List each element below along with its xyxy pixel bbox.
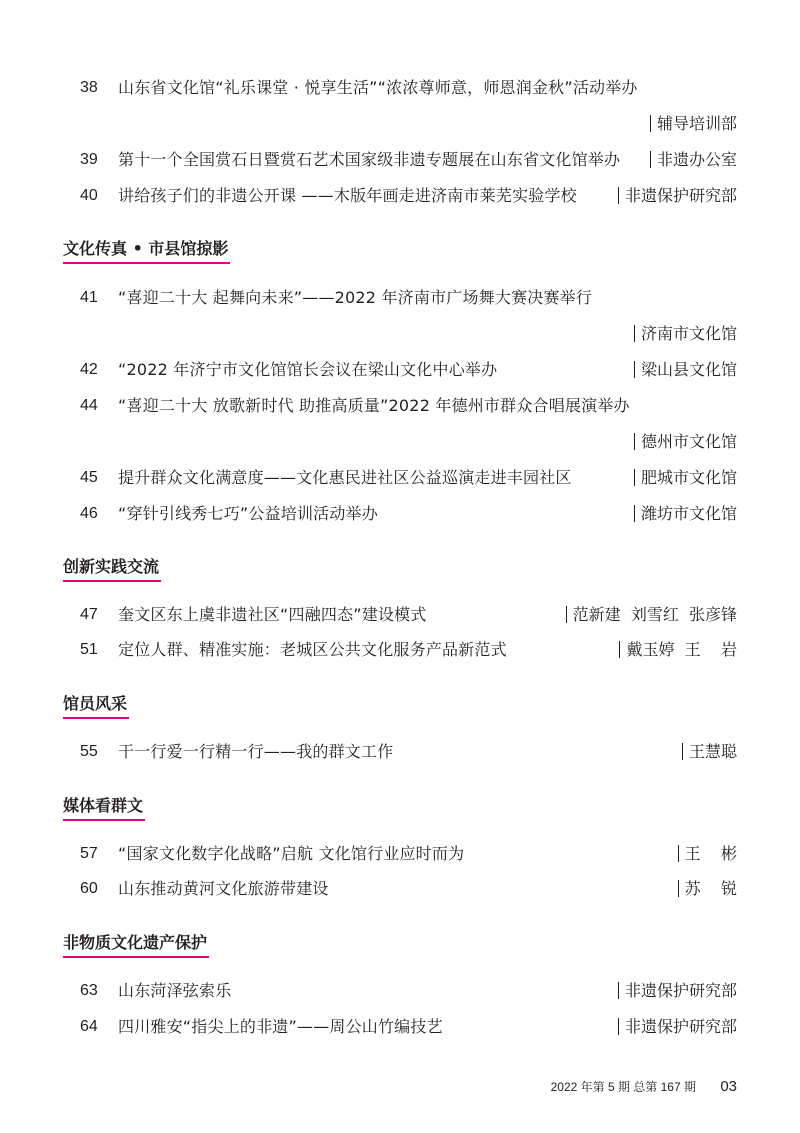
- entry-source: 戴玉婷 王 岩: [619, 636, 737, 664]
- separator-bar: [678, 845, 679, 862]
- page-footer: [0, 1077, 800, 1097]
- entry-page-number: 45: [80, 469, 98, 486]
- separator-bar: [634, 505, 635, 522]
- toc-entry[interactable]: [0, 392, 800, 420]
- entry-page-number: 39: [80, 151, 98, 168]
- entry-page-number: 47: [80, 606, 98, 623]
- entry-title: 定位人群、精准实施：老城区公共文化服务产品新范式: [118, 640, 507, 659]
- entry-title: 山东省文化馆“礼乐课堂 · 悦享生活”“浓浓尊师意，师恩润金秋”活动举办: [118, 78, 638, 97]
- entry-page-number: 42: [80, 361, 98, 378]
- toc-entry[interactable]: [0, 284, 800, 312]
- entry-title: 干一行爱一行精一行——我的群文工作: [118, 742, 394, 761]
- entry-page-number: 44: [80, 397, 98, 414]
- entry-source: 济南市文化馆: [634, 320, 737, 348]
- section-underline: [63, 580, 161, 582]
- toc-entry[interactable]: [0, 1013, 800, 1041]
- entry-source: 范新建 刘雪红 张彦锋: [566, 601, 737, 629]
- entry-title: 山东推动黄河文化旅游带建设: [118, 879, 329, 898]
- entry-source: 非遗保护研究部: [618, 182, 737, 210]
- entry-source: 肥城市文化馆: [634, 464, 737, 492]
- entry-title: “喜迎二十大 起舞向未来”——2022 年济南市广场舞大赛决赛举行: [118, 288, 593, 307]
- entry-title: “喜迎二十大 放歌新时代 助推高质量”2022 年德州市群众合唱展演举办: [118, 396, 630, 415]
- entry-title: 四川雅安“指尖上的非遗”——周公山竹编技艺: [118, 1017, 443, 1036]
- toc-entry-source-line: [0, 428, 800, 456]
- section-underline: [63, 956, 209, 958]
- toc-entry[interactable]: [0, 182, 800, 210]
- entry-page-number: 40: [80, 187, 98, 204]
- entry-page-number: 51: [80, 641, 98, 658]
- entry-page-number: 60: [80, 880, 98, 897]
- toc-entry[interactable]: [0, 840, 800, 868]
- toc-entry-source-line: [0, 110, 800, 138]
- section-heading-intangible-heritage: 非物质文化遗产保护: [63, 930, 207, 958]
- separator-bar: [634, 325, 635, 342]
- toc-entry[interactable]: [0, 500, 800, 528]
- entry-title: “穿针引线秀七巧”公益培训活动举办: [118, 504, 378, 523]
- toc-entry[interactable]: [0, 636, 800, 664]
- toc-entry[interactable]: [0, 464, 800, 492]
- entry-source: 辅导培训部: [650, 110, 737, 138]
- entry-title: 讲给孩子们的非遗公开课 ——木版年画走进济南市莱芜实验学校: [118, 186, 577, 205]
- entry-page-number: 41: [80, 289, 98, 306]
- toc-entry[interactable]: [0, 356, 800, 384]
- toc-entry[interactable]: [0, 74, 800, 102]
- entry-page-number: 64: [80, 1018, 98, 1035]
- entry-source: 梁山县文化馆: [634, 356, 737, 384]
- entry-source: 王 彬: [678, 840, 737, 868]
- entry-title: 提升群众文化满意度——文化惠民进社区公益巡演走进丰园社区: [118, 468, 572, 487]
- entry-page-number: 55: [80, 743, 98, 760]
- entry-source: 潍坊市文化馆: [634, 500, 737, 528]
- section-heading-culture-news: 文化传真 • 市县馆掠影: [63, 236, 228, 264]
- entry-title: “国家文化数字化战略”启航 文化馆行业应时而为: [118, 844, 465, 863]
- entry-page-number: 63: [80, 982, 98, 999]
- entry-title: 第十一个全国赏石日暨赏石艺术国家级非遗专题展在山东省文化馆举办: [118, 150, 621, 169]
- separator-bar: [634, 469, 635, 486]
- entry-source: 王慧聪: [682, 738, 737, 766]
- toc-entry[interactable]: [0, 977, 800, 1005]
- toc-entry[interactable]: [0, 146, 800, 174]
- separator-bar: [650, 151, 651, 168]
- separator-bar: [618, 982, 619, 999]
- entry-source: 苏 锐: [678, 875, 737, 903]
- toc-entry-source-line: [0, 320, 800, 348]
- section-heading-staff-profile: 馆员风采: [63, 691, 127, 719]
- issue-info: 2022 年第 5 期 总第 167 期: [550, 1080, 696, 1094]
- entry-title: “2022 年济宁市文化馆馆长会议在梁山文化中心举办: [118, 360, 498, 379]
- entry-title: 山东菏泽弦索乐: [118, 981, 232, 1000]
- entry-source: 非遗保护研究部: [618, 1013, 737, 1041]
- entry-page-number: 57: [80, 845, 98, 862]
- toc-entry[interactable]: [0, 875, 800, 903]
- entry-source: 德州市文化馆: [634, 428, 737, 456]
- separator-bar: [618, 187, 619, 204]
- toc-entry[interactable]: [0, 738, 800, 766]
- separator-bar: [634, 433, 635, 450]
- section-underline: [63, 819, 145, 821]
- entry-source: 非遗办公室: [650, 146, 737, 174]
- separator-bar: [566, 606, 567, 623]
- toc-entry[interactable]: [0, 601, 800, 629]
- page-number: 03: [720, 1078, 737, 1095]
- section-underline: [63, 262, 230, 264]
- entry-title: 奎文区东上虞非遗社区“四融四态”建设模式: [118, 605, 427, 624]
- separator-bar: [678, 880, 679, 897]
- separator-bar: [619, 641, 620, 658]
- entry-source: 非遗保护研究部: [618, 977, 737, 1005]
- entry-page-number: 46: [80, 505, 98, 522]
- section-heading-innovation-practice: 创新实践交流: [63, 554, 159, 582]
- section-heading-media-view: 媒体看群文: [63, 793, 143, 821]
- section-underline: [63, 717, 129, 719]
- separator-bar: [682, 743, 683, 760]
- entry-page-number: 38: [80, 79, 98, 96]
- separator-bar: [650, 115, 651, 132]
- separator-bar: [618, 1018, 619, 1035]
- separator-bar: [634, 361, 635, 378]
